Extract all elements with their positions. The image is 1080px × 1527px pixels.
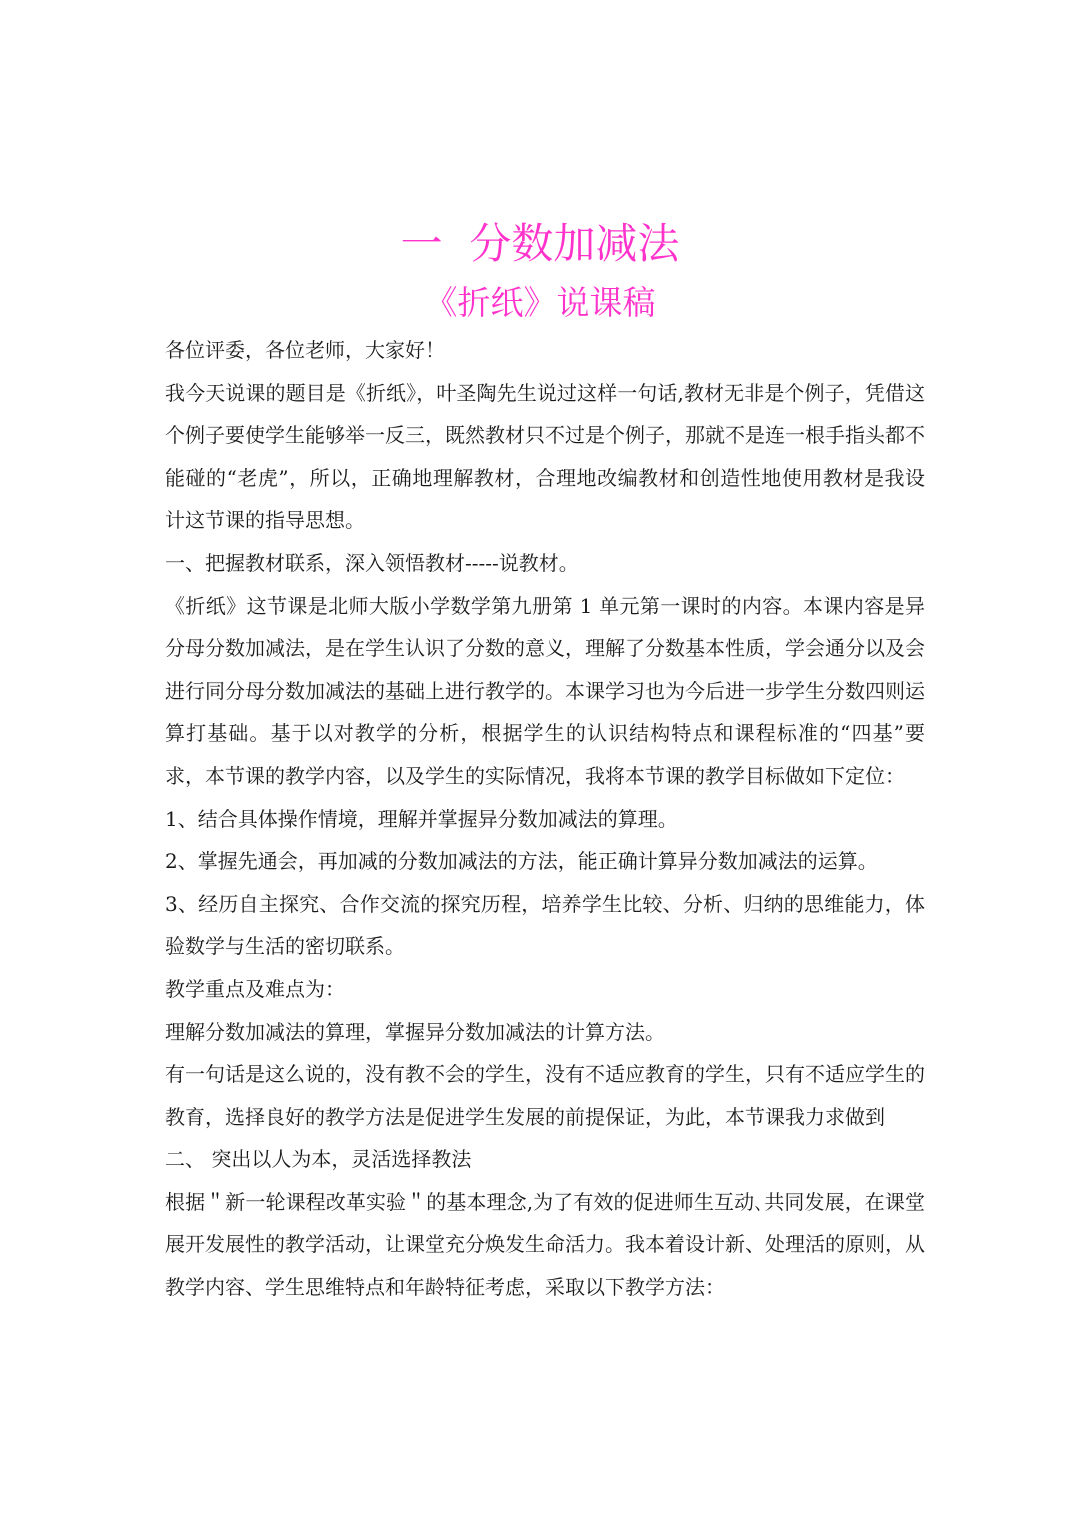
paragraph-intro: 我今天说课的题目是《折纸》，叶圣陶先生说过这样一句话,教材无非是个例子，凭借这个例子要使学生能够举一反三，既然教材只不过是个例子，那就不是连一根手指头都不能碰的“老虎”，所以，正确地理解教材，合理地改编教材和创造性地使用教材是我设计这节课的指导思想。	[165, 380, 925, 533]
paragraph-greeting: 各位评委，各位老师，大家好！	[165, 338, 445, 362]
document-title: 一 分数加减法	[400, 219, 680, 268]
section-heading-2: 二、 突出以人为本，灵活选择教法	[165, 1147, 472, 1172]
goal-item-1: 1、结合具体操作情境，理解并掌握异分数加减法的算理。	[165, 806, 678, 831]
goal-item-3: 3、经历自主探究、合作交流的探究历程，培养学生比较、分析、归纳的思维能力，体验数学与生活的密切联系。	[165, 891, 925, 959]
paragraph-textbook: 《折纸》这节课是北师大版小学数学第九册第 1 单元第一课时的内容。本课内容是异分母分数加减法，是在学生认识了分数的意义，理解了分数基本性质，学会通分以及会进行同分母分数加减法的基础上进行教学的。本课学习也为今后进一步学生分数四则运算打基础。基于以对教学的分析，根据学生的认识结构特点和课程标准的“四基”要求，本节课的教学内容，以及学生的实际情况，我将本节课的教学目标做如下定位：	[165, 593, 925, 788]
paragraph-quote: 有一句话是这么说的，没有教不会的学生，没有不适应教育的学生，只有不适应学生的教育，选择良好的教学方法是促进学生发展的前提保证，为此，本节课我力求做到	[165, 1062, 925, 1129]
paragraph-methods: 根据＂新一轮课程改革实验＂的基本理念,为了有效的促进师生互动､共同发展，在课堂展开发展性的教学活动，让课堂充分焕发生命活力。我本着设计新、处理活的原则，从教学内容、学生思维特点和年龄特征考虑，采取以下教学方法：	[165, 1189, 925, 1300]
document-subtitle: 《折纸》说课稿	[424, 283, 656, 322]
document-body	[165, 329, 925, 1309]
key-points-heading: 教学重点及难点为：	[165, 976, 345, 1001]
goal-item-2: 2、掌握先通会，再加减的分数加减法的方法，能正确计算异分数加减法的运算。	[165, 849, 878, 874]
section-heading-1: 一、把握教材联系，深入领悟教材-----说教材。	[165, 550, 579, 575]
key-points-text: 理解分数加减法的算理，掌握异分数加减法的计算方法。	[165, 1019, 665, 1044]
